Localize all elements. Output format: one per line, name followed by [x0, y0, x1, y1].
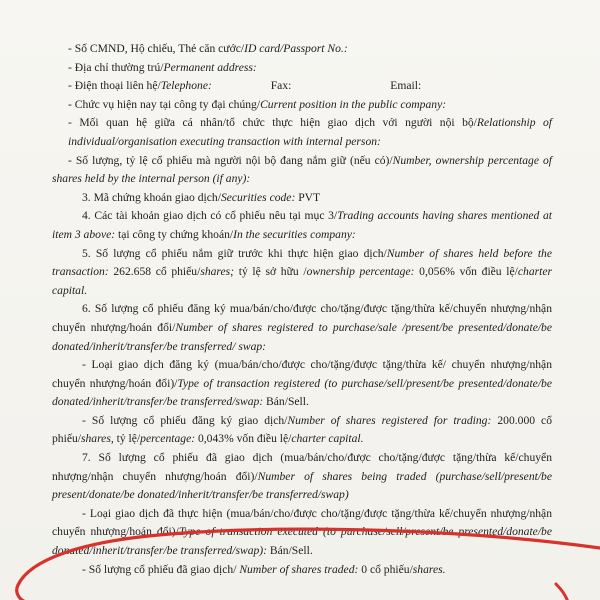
shares-traded-heading: 7. Số lượng cổ phiếu đã giao dịch (mua/bán/cho/được cho/tặng/được tặng/thừa kế/chuyển nhượng/nhận chuyển nhượng/hoán đổi)/Number of shares being traded (purchase/sell/present/be present/donate/be donated/inherit/transfer/be transferred/swap) — [52, 451, 552, 502]
address-line: - Địa chỉ thường trú/Permanent address: — [68, 60, 257, 74]
telephone-line: - Điện thoại liên hệ/Telephone: Fax: Email: — [68, 79, 422, 93]
trading-accounts-line: 4. Các tài khoản giao dịch có cổ phiếu nêu tại mục 3/Trading accounts having shares mentioned at item 3 above: tại công ty chứng khoán/In the securities company: — [52, 209, 552, 241]
shares-registered-line: 6. Số lượng cổ phiếu đăng ký mua/bán/cho/được cho/tặng/được tặng/thừa kế/chuyển nhượng/nhận chuyển nhượng/hoán đổi/Number of shares registered to purchase/sale /present/be presented/donate/be donated/inherit/transfer/be transferred/ swap: — [52, 302, 552, 353]
document-body — [52, 40, 552, 579]
relationship-line: - Mối quan hệ giữa cá nhân/tổ chức thực hiện giao dịch với người nội bộ/Relationship of individual/organisation executing transaction with internal person: — [68, 116, 552, 148]
executed-type-line: - Loại giao dịch đã thực hiện (mua/bán/cho/được cho/tặng/được tặng/thừa kế/chuyển nhượng/nhận chuyển nhượng/hoán đổi)/Type of transaction executed (to purchase/sell/present/be presented/donate/be donated/inherit/transfer/be transferred/swap): Bán/Sell. — [52, 506, 552, 558]
securities-code-line: 3. Mã chứng khoán giao dịch/Securities code: PVT — [82, 190, 321, 204]
registered-type-line: - Loại giao dịch đăng ký (mua/bán/cho/được cho/tặng/được tặng/thừa kế/ chuyển nhượng/nhận chuyển nhượng/hoán đổi)/Type of transaction registered (to purchase/sell/present/be presented/donate/be donated/inherit/transfer/be transferred/swap: Bán/Sell. — [52, 358, 552, 409]
id-card-line: - Số CMND, Hộ chiếu, Thẻ căn cước/ID card/Passport No.: — [68, 42, 348, 55]
red-ink-tail — [556, 584, 568, 600]
internal-holding-line: - Số lượng, tỷ lệ cổ phiếu mà người nội bộ đang nắm giữ (nếu có)/Number, ownership percentage of shares held by the internal person (if any): — [52, 153, 552, 186]
registered-number-line: - Số lượng cổ phiếu đăng ký giao dịch/Number of shares registered for trading: 200.000 cổ phiếu/shares, tỷ lệ/percentage: 0,043% vốn điều lệ/charter capital. — [52, 413, 552, 446]
position-line: - Chức vụ hiện nay tại công ty đại chúng/Current position in the public company: — [68, 97, 447, 111]
traded-number-line: - Số lượng cổ phiếu đã giao dịch/ Number of shares traded: 0 cổ phiếu/shares. — [82, 562, 446, 576]
shares-before-line: 5. Số lượng cổ phiếu nắm giữ trước khi thực hiện giao dịch/Number of shares held before the transaction: 262.658 cổ phiếu/shares; tỷ lệ sở hữu /ownership percentage: 0,056% vốn điều lệ/charter capital. — [52, 246, 553, 297]
